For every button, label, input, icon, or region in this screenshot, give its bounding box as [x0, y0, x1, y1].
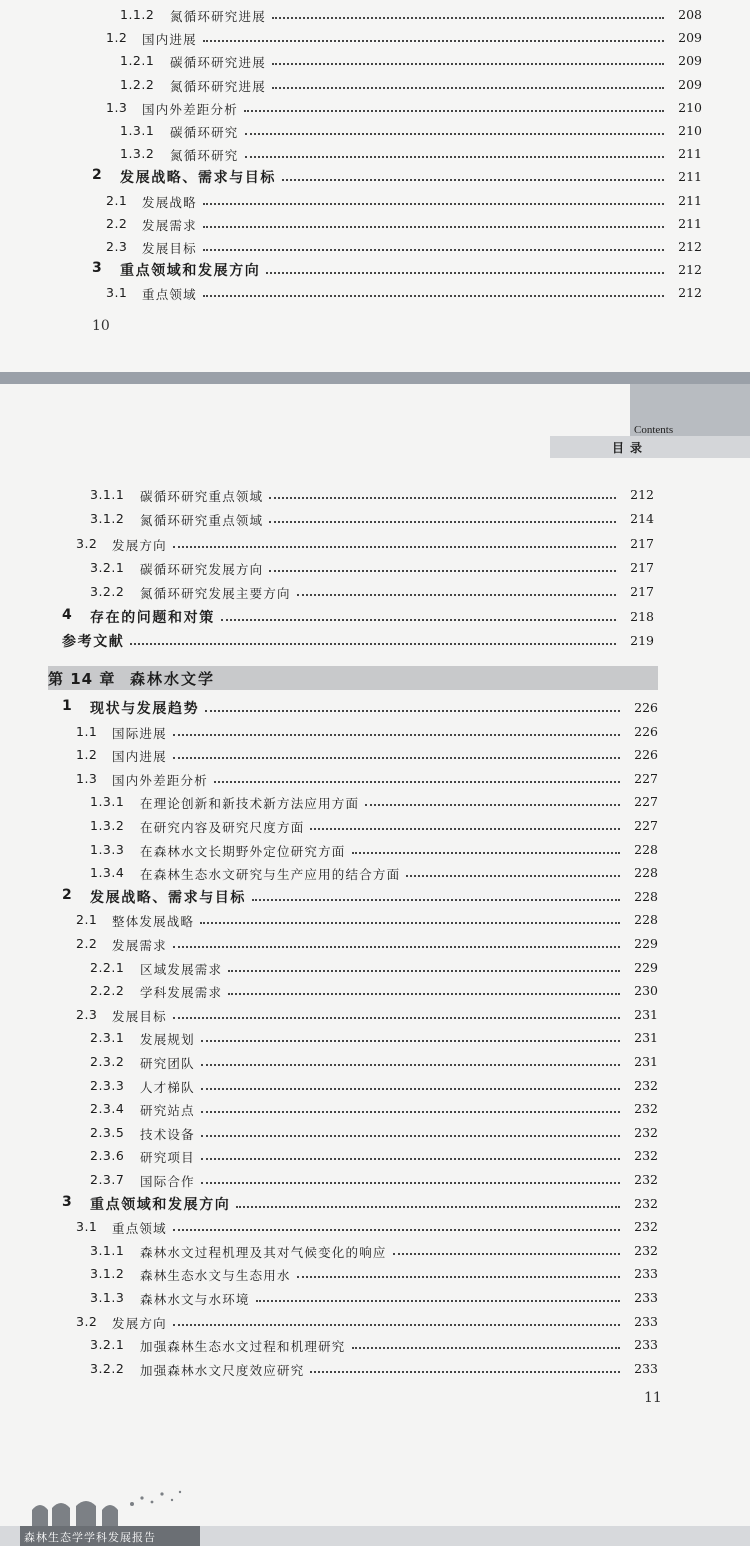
dot-leader: [269, 497, 616, 499]
toc-entry[interactable]: [0, 886, 750, 908]
dot-leader: [201, 1111, 620, 1113]
entry-number: 1.3.1: [120, 123, 155, 138]
entry-page: 209: [678, 30, 702, 46]
entry-title: 整体发展战略: [112, 914, 195, 930]
page-number: 10: [92, 318, 110, 334]
entry-title: 发展方向: [112, 1315, 167, 1331]
entry-title: 国际合作: [140, 1174, 195, 1189]
toc-entry[interactable]: [0, 1098, 750, 1120]
entry-page: 217: [630, 535, 654, 551]
entry-page: 227: [634, 818, 658, 833]
entry-page: 219: [630, 632, 654, 648]
dot-leader: [214, 781, 620, 783]
toc-entry[interactable]: [0, 1027, 750, 1049]
entry-title: 研究项目: [140, 1150, 195, 1166]
dot-leader: [201, 1064, 620, 1066]
bottom-page: [0, 384, 750, 1546]
dot-leader: [236, 1206, 620, 1208]
dot-leader: [365, 804, 620, 806]
entry-page: 229: [634, 959, 658, 975]
entry-title: 森林水文与水环境: [140, 1292, 250, 1307]
page-number: 11: [644, 1390, 662, 1406]
entry-page: 232: [634, 1124, 658, 1140]
entry-title: 氮循环研究: [170, 148, 239, 164]
dot-leader: [269, 570, 616, 572]
entry-page: 233: [634, 1360, 658, 1376]
entry-title: 技术设备: [140, 1126, 195, 1142]
entry-page: 232: [634, 1148, 658, 1164]
entry-number: 1.2.2: [120, 76, 155, 92]
dot-leader: [228, 993, 620, 995]
entry-number: 2.3: [76, 1006, 98, 1022]
toc-entry[interactable]: [0, 1051, 750, 1073]
contents-header: 目录: [550, 436, 750, 458]
entry-page: 218: [630, 608, 654, 624]
dot-leader: [203, 249, 664, 251]
toc-entry[interactable]: [0, 1334, 750, 1356]
entry-title: 发展目标: [142, 241, 197, 256]
entry-page: 229: [634, 936, 658, 951]
entry-title: 森林水文过程机理及其对气候变化的响应: [140, 1244, 387, 1260]
page-gap: [0, 372, 750, 384]
entry-page: 212: [678, 285, 702, 301]
entry-number: 3.2.1: [90, 559, 125, 575]
toc-entry[interactable]: [0, 768, 750, 790]
entry-number: 2.2: [106, 215, 128, 231]
dot-leader: [393, 1253, 620, 1255]
entry-number: 3.1.1: [90, 487, 125, 502]
toc-entry[interactable]: [0, 957, 750, 979]
dot-leader: [201, 1158, 620, 1160]
entry-page: 231: [634, 1030, 658, 1046]
entry-title: 现状与发展趋势: [90, 701, 200, 717]
dot-leader: [173, 1017, 620, 1019]
dot-leader: [201, 1040, 620, 1042]
dot-leader: [203, 203, 664, 205]
entry-number: 3: [62, 1193, 73, 1210]
toc-entry[interactable]: [0, 721, 750, 743]
entry-title: 存在的问题和对策: [90, 609, 215, 626]
toc-entry[interactable]: [0, 980, 750, 1002]
entry-number: 2.2.2: [90, 983, 125, 999]
dot-leader: [256, 1300, 620, 1302]
entry-page: 212: [678, 262, 702, 278]
entry-title: 发展需求: [112, 938, 167, 953]
entry-title: 发展需求: [142, 217, 197, 233]
book-title: 森林生态学学科发展报告: [24, 1531, 156, 1544]
footer-band: [20, 1526, 200, 1546]
entry-number: 3.1.1: [90, 1242, 125, 1258]
entry-number: 1.3: [76, 770, 98, 786]
entry-number: 3.2.2: [90, 584, 125, 600]
entry-page: 226: [634, 700, 658, 715]
entry-number: 3.2.2: [90, 1360, 125, 1376]
entry-title: 发展战略: [142, 194, 197, 210]
toc-entry[interactable]: [0, 1169, 750, 1191]
entry-number: 1.2: [106, 30, 128, 46]
entry-title: 研究站点: [140, 1103, 195, 1119]
dot-leader: [205, 710, 620, 712]
entry-page: 211: [678, 169, 702, 185]
dot-leader: [272, 87, 664, 89]
entry-title: 氮循环研究发展主要方向: [140, 586, 291, 602]
entry-page: 232: [634, 1219, 658, 1235]
entry-title: 国内外差距分析: [112, 772, 208, 788]
entry-number: 2.3.6: [90, 1148, 125, 1164]
entry-page: 214: [630, 511, 654, 527]
entry-page: 232: [634, 1195, 658, 1211]
toc-entry[interactable]: [0, 862, 750, 884]
entry-title: 学科发展需求: [140, 985, 223, 1001]
entry-page: 226: [634, 723, 658, 739]
toc-entry[interactable]: [0, 213, 750, 235]
entry-number: 2.1: [106, 192, 128, 208]
entry-page: 231: [634, 1054, 658, 1069]
entry-page: 228: [634, 841, 658, 857]
entry-page: 208: [678, 7, 702, 22]
dot-leader: [297, 594, 616, 596]
toc-entry[interactable]: [0, 74, 750, 96]
entry-title: 国际进展: [112, 725, 167, 741]
entry-title: 在森林生态水文研究与生产应用的结合方面: [140, 867, 401, 883]
toc-entry[interactable]: [0, 933, 750, 955]
entry-number: 2.3: [106, 239, 128, 254]
forest-logo-icon: [28, 1488, 188, 1526]
dot-leader: [203, 295, 664, 297]
entry-title: 在研究内容及研究尺度方面: [140, 820, 305, 835]
entry-number: 1.1.2: [120, 7, 155, 22]
entry-title: 国内进展: [112, 749, 167, 765]
entry-title: 碳循环研究: [170, 125, 239, 140]
dot-leader: [200, 922, 620, 924]
entry-page: 211: [678, 146, 702, 162]
dot-leader: [282, 179, 664, 181]
toc-entry[interactable]: [0, 27, 750, 49]
entry-page: 233: [634, 1266, 658, 1282]
entry-number: 1.2.1: [120, 53, 155, 69]
dot-leader: [203, 226, 664, 228]
dot-leader: [310, 1371, 620, 1373]
entry-title: 加强森林生态水文过程和机理研究: [140, 1339, 346, 1355]
toc-entry[interactable]: [0, 697, 750, 719]
entry-title: 国内进展: [142, 32, 197, 48]
entry-page: 233: [634, 1313, 658, 1329]
dot-leader: [173, 946, 620, 948]
entry-number: 2: [62, 886, 73, 903]
dot-leader: [173, 757, 620, 759]
toc-entry[interactable]: [0, 744, 750, 766]
dot-leader: [244, 110, 664, 112]
dot-leader: [269, 521, 616, 523]
entry-title: 发展目标: [112, 1008, 167, 1024]
toc-entry[interactable]: [0, 1075, 750, 1097]
entry-page: 228: [634, 865, 658, 881]
toc-entry[interactable]: [0, 508, 750, 530]
entry-page: 209: [678, 76, 702, 92]
entry-page: 227: [634, 770, 658, 786]
toc-entry[interactable]: [0, 50, 750, 72]
entry-page: 233: [634, 1337, 658, 1353]
toc-entry[interactable]: [0, 4, 750, 26]
entry-page: 232: [634, 1101, 658, 1117]
entry-page: 227: [634, 794, 658, 810]
dot-leader: [252, 899, 620, 901]
entry-number: 1.2: [76, 747, 98, 763]
entry-number: 3.1.3: [90, 1290, 125, 1305]
entry-page: 230: [634, 983, 658, 999]
dot-leader: [406, 875, 620, 877]
dot-leader: [173, 1324, 620, 1326]
toc-entry[interactable]: [0, 1287, 750, 1309]
dot-leader: [173, 546, 616, 548]
entry-number: 2.3.7: [90, 1172, 125, 1187]
toc-entry[interactable]: [0, 581, 750, 603]
entry-title: 在理论创新和新技术新方法应用方面: [140, 796, 360, 812]
entry-title: 碳循环研究进展: [170, 55, 266, 71]
toc-entry[interactable]: [0, 259, 750, 281]
entry-page: 210: [678, 123, 702, 138]
entry-number: 2.1: [76, 912, 98, 928]
entry-title: 发展方向: [112, 537, 167, 553]
entry-page: 217: [630, 559, 654, 575]
toc-entry[interactable]: [0, 1004, 750, 1026]
entry-number: 2.3.1: [90, 1030, 125, 1046]
entry-number: 3.1: [76, 1219, 98, 1235]
entry-page: 217: [630, 584, 654, 600]
entry-title: 国内外差距分析: [142, 101, 238, 117]
entry-page: 209: [678, 53, 702, 69]
toc-entry[interactable]: [0, 533, 750, 555]
entry-title: 碳循环研究重点领域: [140, 489, 264, 504]
entry-title: 氮循环研究进展: [170, 9, 266, 24]
dot-leader: [310, 828, 620, 830]
entry-number: 2.3.2: [90, 1054, 125, 1069]
toc-entry[interactable]: [0, 606, 750, 628]
dot-leader: [297, 1276, 620, 1278]
entry-number: 2.3.3: [90, 1077, 125, 1093]
entry-number: 1.3.1: [90, 794, 125, 810]
entry-number: 2.2: [76, 936, 98, 951]
entry-number: 1.1: [76, 723, 98, 739]
toc-entry[interactable]: [0, 839, 750, 861]
dot-leader: [173, 1229, 620, 1231]
entry-number: 3.1.2: [90, 1266, 125, 1282]
entry-number: 1.3.2: [90, 818, 125, 833]
entry-title: 在森林水文长期野外定位研究方面: [140, 843, 346, 859]
toc-entry[interactable]: [0, 1122, 750, 1144]
entry-page: 228: [634, 888, 658, 904]
entry-title: 重点领域和发展方向: [90, 1196, 231, 1213]
entry-number: 3.2: [76, 535, 98, 551]
entry-title: 人才梯队: [140, 1079, 195, 1095]
toc-entry[interactable]: [0, 484, 750, 506]
dot-leader: [201, 1088, 620, 1090]
toc-entry[interactable]: [0, 282, 750, 304]
entry-page: 232: [634, 1077, 658, 1093]
dot-leader: [245, 133, 664, 135]
entry-number: 1.3.3: [90, 841, 125, 857]
entry-number: 3.2.1: [90, 1337, 125, 1353]
toc-entry[interactable]: [0, 1216, 750, 1238]
entry-page: 232: [634, 1172, 658, 1187]
dot-leader: [203, 40, 664, 42]
entry-number: 1.3: [106, 99, 128, 115]
toc-entry[interactable]: [0, 1311, 750, 1333]
entry-number: 3: [92, 260, 103, 277]
entry-page: 211: [678, 192, 702, 208]
entry-title: 发展战略、需求与目标: [120, 170, 276, 187]
toc-entry[interactable]: [0, 1193, 750, 1215]
entry-title: 区域发展需求: [140, 961, 223, 977]
entry-page: 210: [678, 99, 702, 115]
entry-number: 1.3.4: [90, 865, 125, 881]
toc-entry[interactable]: [0, 166, 750, 188]
dot-leader: [266, 272, 664, 274]
toc-entry[interactable]: [0, 143, 750, 165]
chapter-label: 第 14 章: [48, 670, 116, 688]
dot-leader: [201, 1182, 620, 1184]
entry-page: 226: [634, 747, 658, 763]
toc-entry[interactable]: [0, 97, 750, 119]
toc-entry[interactable]: [0, 236, 750, 258]
chapter-heading: [48, 666, 658, 690]
entry-page: 231: [634, 1006, 658, 1022]
entry-number: 2.3.4: [90, 1101, 125, 1117]
toc-entry[interactable]: [0, 1240, 750, 1262]
dot-leader: [130, 643, 616, 645]
entry-title: 加强森林水文尺度效应研究: [140, 1362, 305, 1378]
entry-number: 2: [92, 167, 103, 184]
dot-leader: [173, 734, 620, 736]
dot-leader: [201, 1135, 620, 1137]
entry-title: 参考文献: [62, 633, 125, 650]
entry-number: 2.3.5: [90, 1124, 125, 1140]
toc-entry[interactable]: [0, 1358, 750, 1380]
entry-page: 228: [634, 912, 658, 928]
entry-number: 3.1: [106, 285, 128, 301]
entry-page: 232: [634, 1242, 658, 1258]
dot-leader: [272, 17, 664, 19]
entry-number: 3.2: [76, 1313, 98, 1329]
dot-leader: [352, 1347, 620, 1349]
entry-title: 森林生态水文与生态用水: [140, 1268, 291, 1284]
entry-title: 碳循环研究发展方向: [140, 561, 264, 577]
dot-leader: [228, 970, 620, 972]
dot-leader: [352, 852, 620, 854]
entry-title: 重点领域和发展方向: [120, 263, 261, 280]
dot-leader: [272, 63, 664, 65]
entry-title: 重点领域: [142, 287, 197, 303]
entry-page: 212: [630, 487, 654, 502]
entry-number: 4: [62, 606, 73, 623]
entry-number: 1: [62, 698, 73, 714]
entry-title: 研究团队: [140, 1056, 195, 1071]
toc-entry[interactable]: [0, 815, 750, 837]
toc-entry[interactable]: [0, 791, 750, 813]
entry-title: 氮循环研究重点领域: [140, 513, 264, 529]
contents-tab: Contents: [630, 384, 750, 436]
entry-title: 发展规划: [140, 1032, 195, 1048]
toc-entry[interactable]: [0, 557, 750, 579]
entry-number: 1.3.2: [120, 146, 155, 162]
entry-page: 233: [634, 1290, 658, 1305]
dot-leader: [221, 619, 616, 621]
entry-page: 212: [678, 239, 702, 254]
entry-number: 2.2.1: [90, 959, 125, 975]
toc-entry[interactable]: [0, 120, 750, 142]
toc-entry[interactable]: [0, 190, 750, 212]
toc-entry[interactable]: [0, 1145, 750, 1167]
toc-entry[interactable]: [0, 630, 750, 652]
entry-title: 发展战略、需求与目标: [90, 889, 246, 906]
dot-leader: [245, 156, 664, 158]
chapter-title: 森林水文学: [130, 670, 216, 688]
toc-entry[interactable]: [0, 909, 750, 931]
entry-title: 氮循环研究进展: [170, 78, 266, 94]
entry-title: 重点领域: [112, 1221, 167, 1237]
entry-number: 3.1.2: [90, 511, 125, 527]
top-page: [0, 0, 750, 372]
toc-entry[interactable]: [0, 1263, 750, 1285]
entry-page: 211: [678, 215, 702, 231]
